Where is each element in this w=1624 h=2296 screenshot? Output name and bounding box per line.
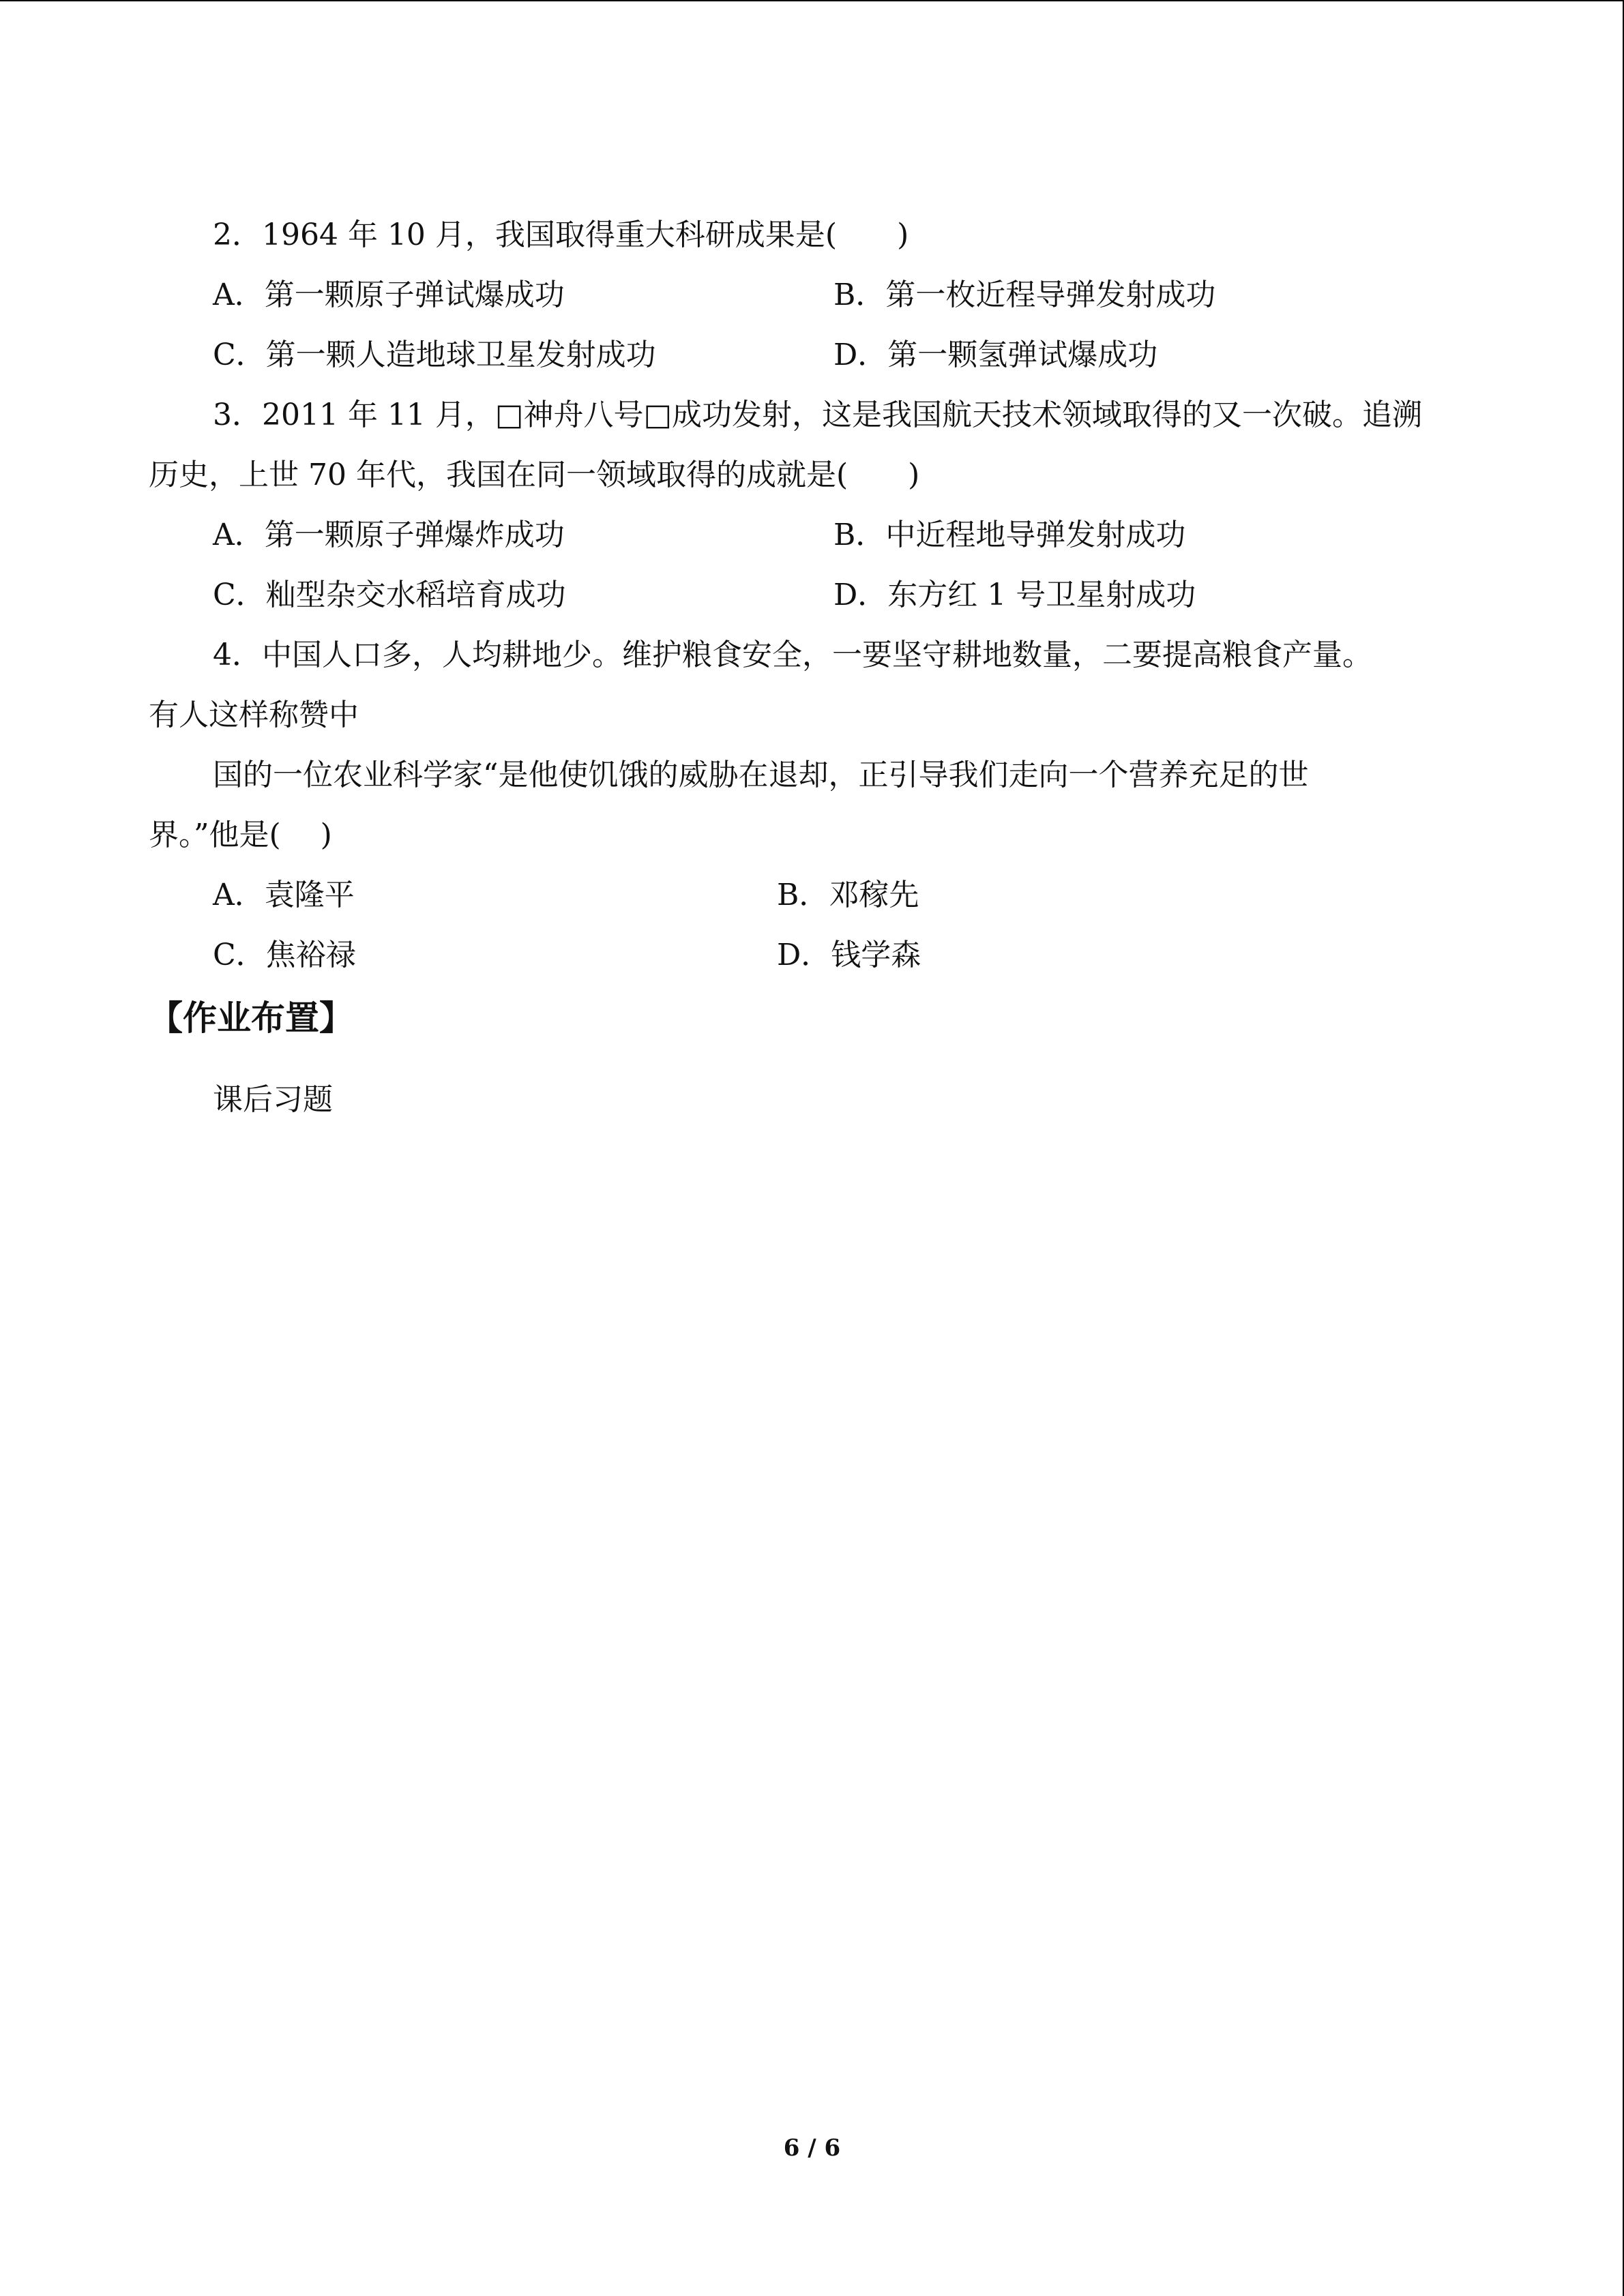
question-4-option-c: C．焦裕禄 xyxy=(213,938,356,972)
question-4-stem: 4．中国人口多，人均耕地少。维护粮食安全，一要坚守耕地数量，二要提高粮食产量。 xyxy=(213,638,1372,672)
question-2-option-d: D．第一颗氢弹试爆成功 xyxy=(833,338,1158,372)
question-3-option-b: B．中近程地导弹发射成功 xyxy=(833,518,1186,552)
question-2-option-a: A．第一颗原子弹试爆成功 xyxy=(213,278,565,312)
question-3-option-c: C．籼型杂交水稻培育成功 xyxy=(213,578,566,612)
homework-heading: 【作业布置】 xyxy=(149,998,353,1038)
question-4-option-b: B．邓稼先 xyxy=(777,878,919,912)
page-number: 6 / 6 xyxy=(783,2134,841,2162)
question-3-option-d: D．东方红 1 号卫星射成功 xyxy=(833,578,1196,612)
question-4-option-d: D．钱学森 xyxy=(777,938,921,972)
question-4-stem-para2-cont: 界。”他是( ) xyxy=(149,818,332,852)
question-3-option-a: A．第一颗原子弹爆炸成功 xyxy=(213,518,565,552)
question-4-stem-para2: 国的一位农业科学家“是他使饥饿的威胁在退却，正引导我们走向一个营养充足的世 xyxy=(213,758,1309,792)
question-2-option-b: B．第一枚近程导弹发射成功 xyxy=(833,278,1216,312)
question-4-option-a: A．袁隆平 xyxy=(213,878,355,912)
question-2-option-c: C．第一颗人造地球卫星发射成功 xyxy=(213,338,656,372)
homework-content: 课后习题 xyxy=(213,1082,333,1117)
question-2-stem: 2．1964 年 10 月，我国取得重大科研成果是( ) xyxy=(213,218,909,252)
question-3-stem-cont: 历史，上世 70 年代，我国在同一领域取得的成就是( ) xyxy=(149,458,920,492)
question-3-stem: 3．2011 年 11 月，□神舟八号□成功发射，这是我国航天技术领域取得的又一次破。追溯 xyxy=(213,398,1423,432)
question-4-stem-cont: 有人这样称赞中 xyxy=(149,698,359,732)
